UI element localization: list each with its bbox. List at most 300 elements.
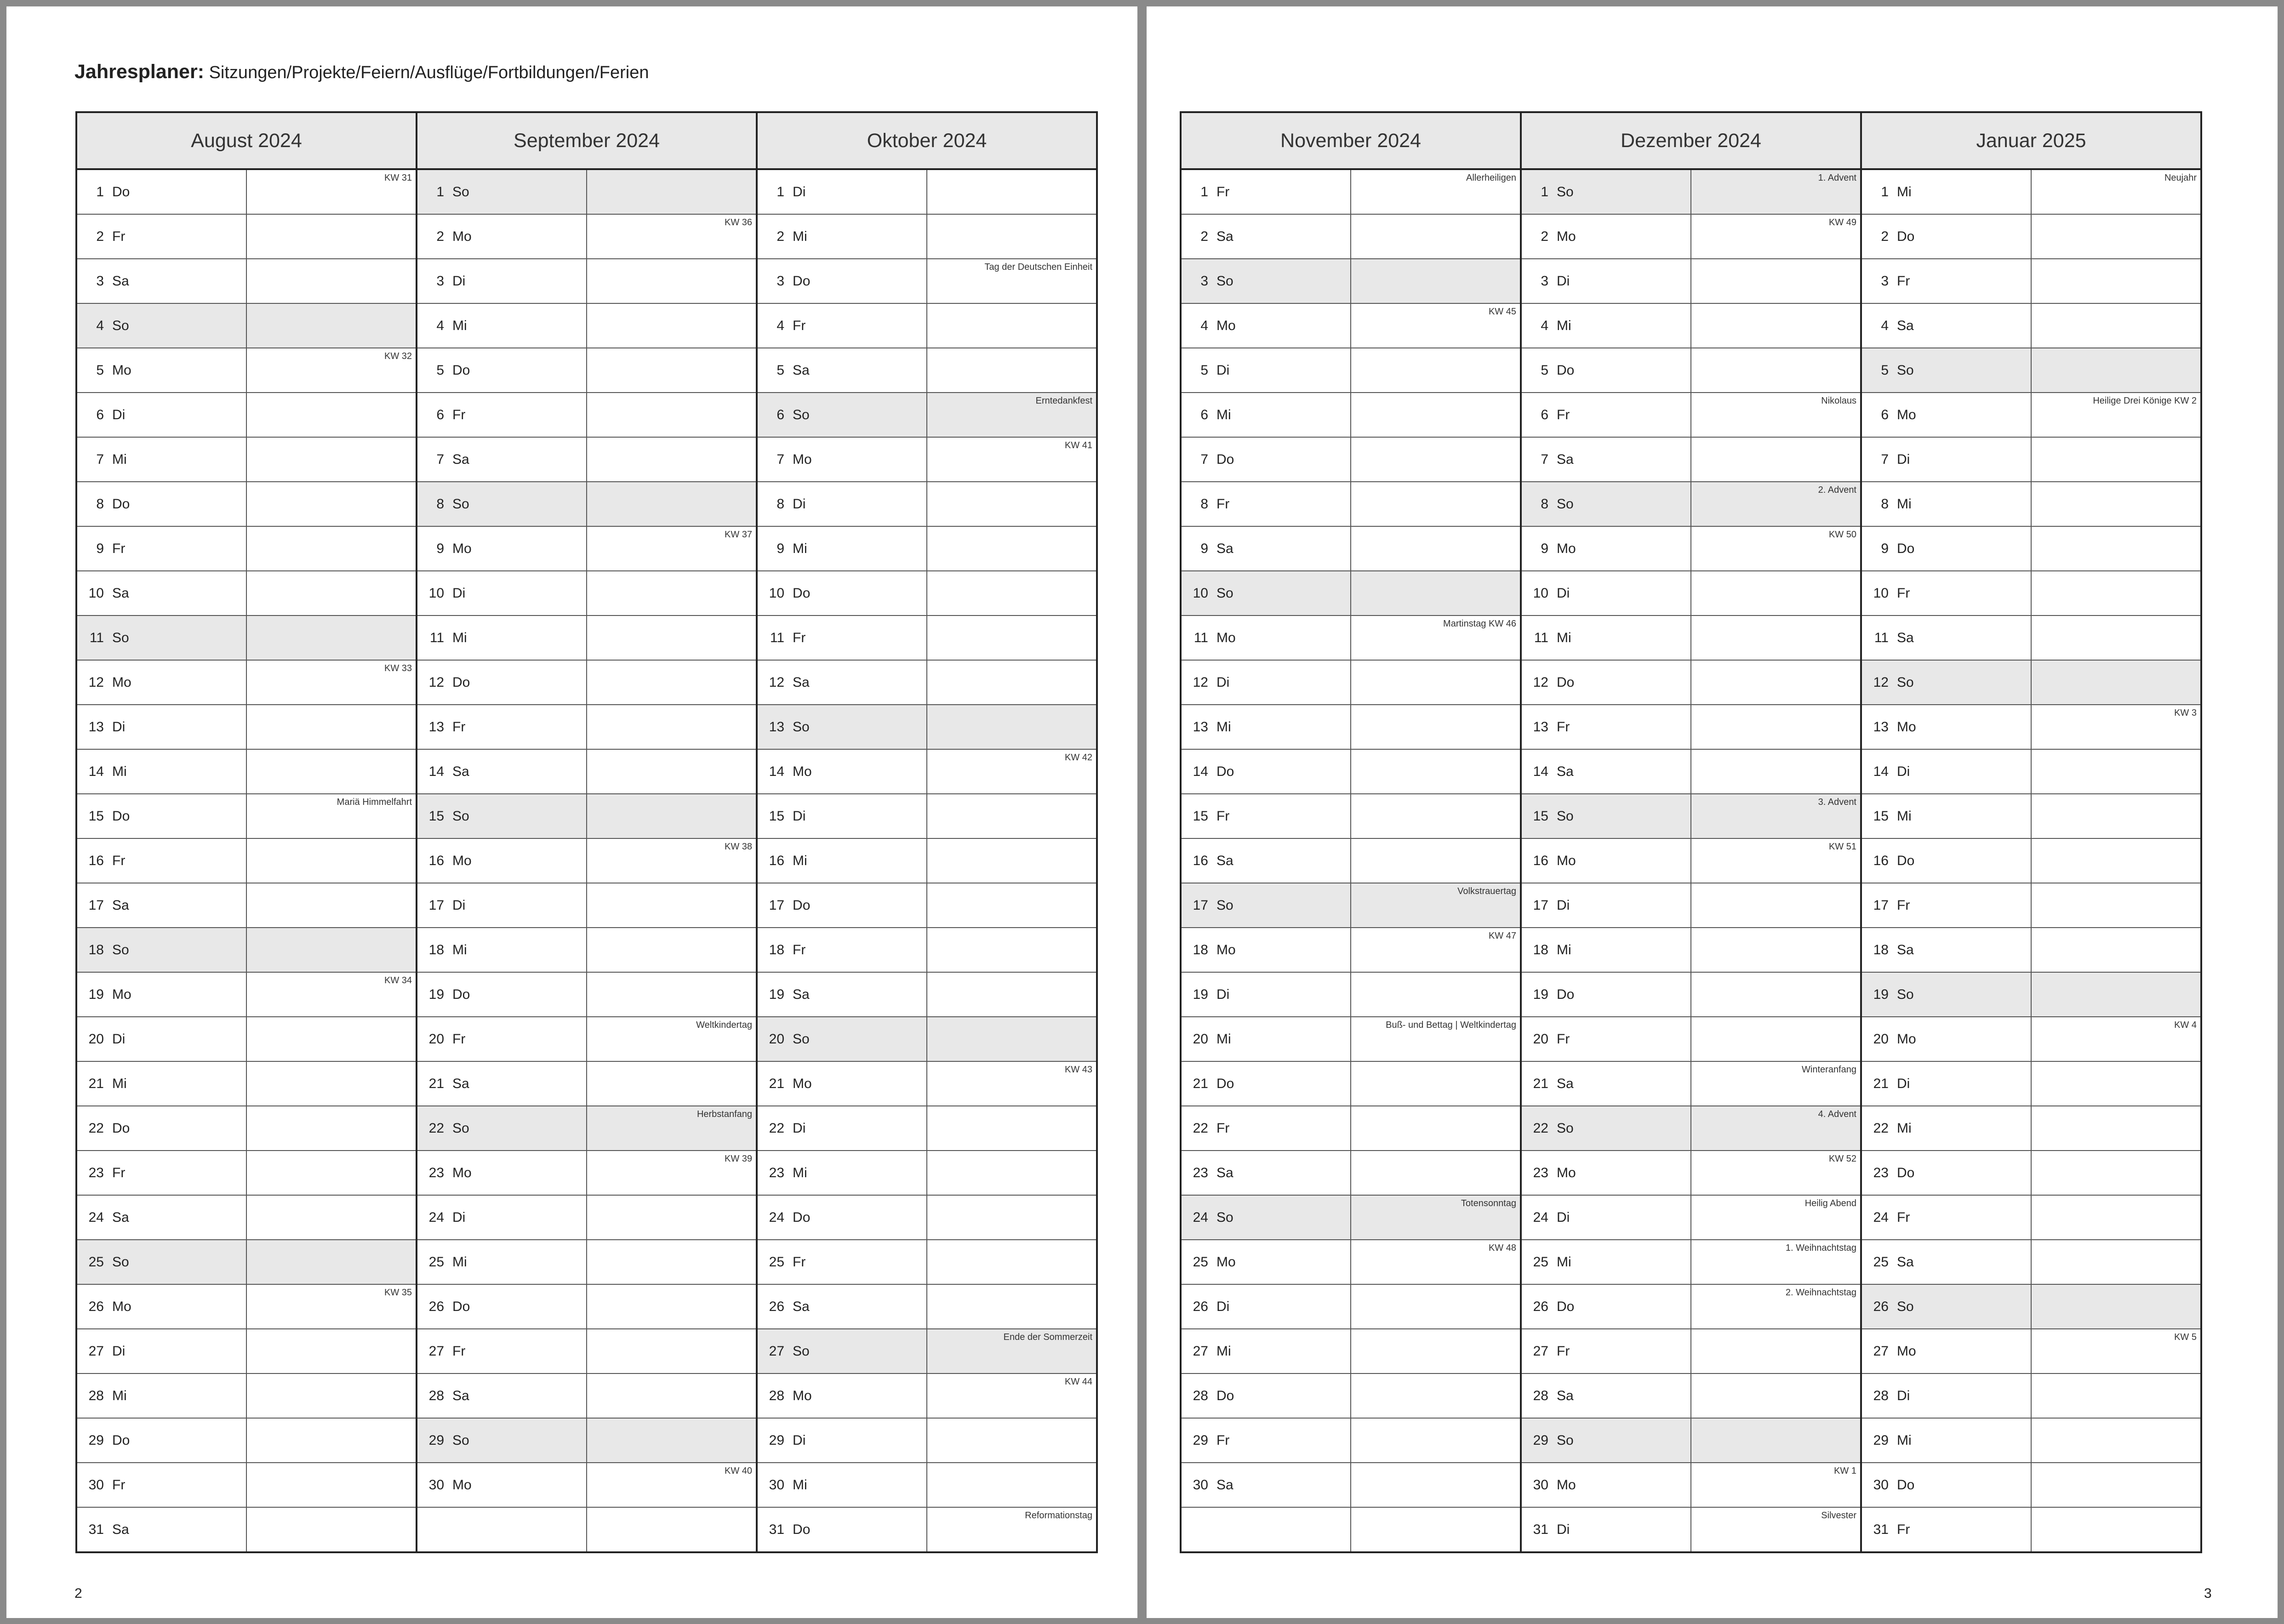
note-cell[interactable] — [587, 838, 757, 883]
weekday-label: Mo — [1557, 853, 1576, 868]
weekday-label: Mo — [1897, 719, 1916, 735]
note-cell[interactable] — [246, 393, 417, 437]
note-cell[interactable] — [927, 1017, 1097, 1061]
day-cell — [417, 1240, 587, 1284]
note-cell[interactable] — [2031, 883, 2201, 928]
note-cell[interactable] — [587, 571, 757, 615]
note-cell[interactable] — [246, 526, 417, 571]
note-cell[interactable] — [246, 660, 417, 705]
note-cell[interactable] — [2031, 1329, 2201, 1373]
day-number: 14 — [1873, 764, 1889, 779]
note-cell[interactable] — [587, 1373, 757, 1418]
weekday-label: Mo — [1557, 228, 1576, 244]
day-cell — [1521, 214, 1691, 259]
note-cell[interactable] — [1351, 303, 1521, 348]
day-cell — [757, 838, 927, 883]
note-cell[interactable] — [1351, 1463, 1521, 1507]
note-cell[interactable] — [1691, 259, 1861, 303]
note-cell[interactable] — [1351, 1284, 1521, 1329]
note-cell[interactable] — [587, 1195, 757, 1240]
note-cell[interactable] — [1691, 660, 1861, 705]
note-cell[interactable] — [587, 259, 757, 303]
day-number: 28 — [1873, 1388, 1889, 1403]
day-cell — [76, 1151, 246, 1195]
note-cell[interactable] — [1351, 794, 1521, 838]
weekday-label: Sa — [1216, 853, 1233, 868]
day-number: 6 — [96, 407, 104, 422]
day-cell — [1861, 482, 2031, 526]
note-cell[interactable] — [2031, 1151, 2201, 1195]
note-cell[interactable] — [1691, 1284, 1861, 1329]
note-cell[interactable] — [2031, 749, 2201, 794]
day-number: 3 — [777, 273, 785, 289]
note-cell[interactable] — [1691, 571, 1861, 615]
weekday-label: Mi — [112, 1388, 127, 1403]
day-row — [76, 393, 1097, 437]
weekday-label: Fr — [1897, 1209, 1910, 1225]
day-cell — [757, 1507, 927, 1552]
note-cell[interactable] — [587, 214, 757, 259]
weekday-label: Mi — [452, 318, 467, 333]
note-cell[interactable] — [1351, 928, 1521, 972]
note-cell[interactable] — [927, 437, 1097, 482]
day-cell — [1861, 928, 2031, 972]
day-cell — [1861, 660, 2031, 705]
note-cell[interactable] — [246, 749, 417, 794]
note-cell[interactable] — [587, 303, 757, 348]
annotation: KW 35 — [384, 1288, 412, 1298]
annotation: KW 32 — [384, 351, 412, 361]
weekday-label: So — [793, 719, 810, 735]
note-cell[interactable] — [246, 1463, 417, 1507]
note-cell[interactable] — [246, 705, 417, 749]
note-cell[interactable] — [246, 794, 417, 838]
note-cell[interactable] — [1691, 794, 1861, 838]
note-cell[interactable] — [927, 615, 1097, 660]
note-cell[interactable] — [1351, 1061, 1521, 1106]
day-cell — [76, 437, 246, 482]
note-cell[interactable] — [927, 749, 1097, 794]
note-cell[interactable] — [1351, 838, 1521, 883]
day-number: 30 — [769, 1477, 785, 1493]
note-cell[interactable] — [1691, 972, 1861, 1017]
day-number: 31 — [88, 1521, 104, 1537]
note-cell[interactable] — [927, 1284, 1097, 1329]
day-cell — [76, 1507, 246, 1552]
weekday-label: Mi — [1216, 407, 1231, 422]
note-cell[interactable] — [587, 749, 757, 794]
note-cell[interactable] — [587, 972, 757, 1017]
note-cell[interactable] — [2031, 259, 2201, 303]
note-cell[interactable] — [587, 169, 757, 214]
weekday-label: Sa — [1897, 1254, 1914, 1270]
note-cell[interactable] — [246, 1418, 417, 1463]
note-cell[interactable] — [927, 303, 1097, 348]
note-cell[interactable] — [1691, 749, 1861, 794]
day-cell — [76, 749, 246, 794]
note-cell[interactable] — [1691, 1195, 1861, 1240]
day-number: 26 — [1873, 1299, 1889, 1314]
day-cell — [1181, 526, 1351, 571]
weekday-label: Sa — [112, 585, 129, 601]
note-cell[interactable] — [1351, 571, 1521, 615]
weekday-label: Di — [452, 585, 466, 601]
note-cell[interactable] — [587, 615, 757, 660]
day-number: 24 — [769, 1209, 785, 1225]
note-cell[interactable] — [1351, 214, 1521, 259]
note-cell[interactable] — [2031, 615, 2201, 660]
note-cell[interactable] — [927, 1151, 1097, 1195]
note-cell[interactable] — [1691, 348, 1861, 393]
note-cell[interactable] — [2031, 1017, 2201, 1061]
note-cell[interactable] — [246, 169, 417, 214]
weekday-label: Mo — [1216, 1254, 1236, 1270]
day-cell — [1181, 1463, 1351, 1507]
day-cell — [417, 259, 587, 303]
weekday-label: Sa — [1557, 1388, 1574, 1403]
month-header: August 2024 — [76, 112, 417, 169]
note-cell[interactable] — [2031, 1106, 2201, 1151]
note-cell[interactable] — [587, 1507, 757, 1552]
note-cell[interactable] — [2031, 838, 2201, 883]
note-cell[interactable] — [927, 705, 1097, 749]
note-cell[interactable] — [1351, 615, 1521, 660]
note-cell[interactable] — [1351, 393, 1521, 437]
note-cell[interactable] — [927, 393, 1097, 437]
note-cell[interactable] — [2031, 169, 2201, 214]
note-cell[interactable] — [587, 1017, 757, 1061]
note-cell[interactable] — [246, 1061, 417, 1106]
note-cell[interactable] — [587, 1329, 757, 1373]
annotation: KW 51 — [1828, 842, 1856, 852]
note-cell[interactable] — [1691, 1463, 1861, 1507]
note-cell[interactable] — [927, 883, 1097, 928]
note-cell[interactable] — [1351, 660, 1521, 705]
weekday-label: Sa — [452, 451, 469, 467]
weekday-label: Sa — [1216, 541, 1233, 556]
note-cell[interactable] — [2031, 482, 2201, 526]
note-cell[interactable] — [1351, 526, 1521, 571]
note-cell[interactable] — [2031, 571, 2201, 615]
note-cell[interactable] — [2031, 1240, 2201, 1284]
day-number: 16 — [769, 853, 785, 868]
note-cell[interactable] — [587, 526, 757, 571]
note-cell[interactable] — [927, 838, 1097, 883]
note-cell[interactable] — [2031, 794, 2201, 838]
note-cell[interactable] — [1691, 705, 1861, 749]
note-cell[interactable] — [1351, 1195, 1521, 1240]
day-cell — [417, 660, 587, 705]
note-cell[interactable] — [927, 1329, 1097, 1373]
weekday-label: So — [793, 1343, 810, 1359]
weekday-label: So — [1557, 184, 1574, 199]
note-cell[interactable] — [246, 1017, 417, 1061]
note-cell[interactable] — [1691, 838, 1861, 883]
note-cell[interactable] — [927, 169, 1097, 214]
note-cell[interactable] — [1351, 705, 1521, 749]
day-row — [1181, 972, 2201, 1017]
note-cell[interactable] — [587, 660, 757, 705]
weekday-label: Do — [112, 184, 130, 199]
note-cell[interactable] — [927, 1195, 1097, 1240]
note-cell[interactable] — [246, 1106, 417, 1151]
day-cell — [76, 972, 246, 1017]
note-cell[interactable] — [1351, 437, 1521, 482]
note-cell[interactable] — [927, 972, 1097, 1017]
day-cell — [417, 883, 587, 928]
note-cell[interactable] — [246, 1329, 417, 1373]
day-number: 25 — [428, 1254, 445, 1270]
note-cell[interactable] — [246, 1373, 417, 1418]
weekday-label: Di — [452, 1209, 466, 1225]
note-cell[interactable] — [2031, 705, 2201, 749]
note-cell[interactable] — [927, 526, 1097, 571]
day-cell — [417, 348, 587, 393]
note-cell[interactable] — [587, 393, 757, 437]
note-cell[interactable] — [1351, 1418, 1521, 1463]
note-cell[interactable] — [246, 571, 417, 615]
note-cell[interactable] — [246, 303, 417, 348]
note-cell[interactable] — [2031, 1195, 2201, 1240]
note-cell[interactable] — [246, 1284, 417, 1329]
day-number: 18 — [428, 942, 445, 957]
note-cell[interactable] — [587, 1284, 757, 1329]
weekday-label: Mi — [793, 853, 807, 868]
note-cell[interactable] — [587, 794, 757, 838]
note-cell[interactable] — [927, 348, 1097, 393]
note-cell[interactable] — [1351, 1017, 1521, 1061]
title-label: Jahresplaner: — [74, 61, 205, 83]
note-cell[interactable] — [246, 972, 417, 1017]
note-cell[interactable] — [2031, 1284, 2201, 1329]
day-cell — [1861, 1373, 2031, 1418]
note-cell[interactable] — [246, 1507, 417, 1552]
note-cell[interactable] — [1691, 1240, 1861, 1284]
note-cell[interactable] — [927, 660, 1097, 705]
day-row — [1181, 1373, 2201, 1418]
note-cell[interactable] — [1691, 169, 1861, 214]
day-number: 2 — [436, 228, 445, 244]
note-cell[interactable] — [2031, 1061, 2201, 1106]
day-row — [76, 1284, 1097, 1329]
month-header: November 2024 — [1181, 112, 1521, 169]
day-number: 27 — [1873, 1343, 1889, 1359]
note-cell[interactable] — [2031, 1463, 2201, 1507]
note-cell[interactable] — [246, 259, 417, 303]
note-cell[interactable] — [246, 838, 417, 883]
note-cell[interactable] — [2031, 526, 2201, 571]
note-cell[interactable] — [1351, 1373, 1521, 1418]
note-cell[interactable] — [2031, 303, 2201, 348]
day-cell — [1521, 749, 1691, 794]
note-cell[interactable] — [1351, 1329, 1521, 1373]
weekday-label: So — [1897, 674, 1914, 690]
day-number: 9 — [777, 541, 785, 556]
day-cell — [757, 393, 927, 437]
annotation: Reformationstag — [1025, 1510, 1093, 1521]
note-cell[interactable] — [587, 1418, 757, 1463]
annotation: Winteranfang — [1802, 1065, 1856, 1075]
note-cell[interactable] — [927, 1240, 1097, 1284]
note-cell[interactable] — [927, 928, 1097, 972]
note-cell[interactable] — [1351, 883, 1521, 928]
note-cell[interactable] — [1691, 883, 1861, 928]
day-number: 30 — [1873, 1477, 1889, 1493]
note-cell[interactable] — [587, 482, 757, 526]
note-cell[interactable] — [587, 1151, 757, 1195]
weekday-label: Mo — [452, 853, 472, 868]
weekday-label: Do — [452, 362, 470, 378]
note-cell[interactable] — [1691, 1507, 1861, 1552]
day-number: 13 — [88, 719, 104, 735]
note-cell[interactable] — [1351, 348, 1521, 393]
day-number: 2 — [96, 228, 104, 244]
note-cell[interactable] — [1351, 482, 1521, 526]
note-cell[interactable] — [246, 883, 417, 928]
note-cell[interactable] — [246, 1195, 417, 1240]
note-cell[interactable] — [246, 348, 417, 393]
day-cell — [1181, 437, 1351, 482]
note-cell[interactable] — [2031, 437, 2201, 482]
note-cell[interactable] — [1691, 526, 1861, 571]
annotation: KW 49 — [1828, 217, 1856, 228]
note-cell[interactable] — [246, 1240, 417, 1284]
note-cell[interactable] — [246, 1151, 417, 1195]
day-number: 19 — [1533, 986, 1548, 1002]
note-cell[interactable] — [587, 1463, 757, 1507]
day-number: 16 — [1533, 853, 1548, 868]
annotation: KW 43 — [1065, 1065, 1093, 1075]
weekday-label: Mi — [112, 451, 127, 467]
note-cell[interactable] — [927, 259, 1097, 303]
note-cell[interactable] — [587, 1061, 757, 1106]
note-cell[interactable] — [587, 883, 757, 928]
note-cell[interactable] — [927, 214, 1097, 259]
note-cell[interactable] — [1691, 1329, 1861, 1373]
note-cell[interactable] — [246, 928, 417, 972]
note-cell[interactable] — [1691, 1418, 1861, 1463]
note-cell[interactable] — [587, 1106, 757, 1151]
note-cell[interactable] — [2031, 660, 2201, 705]
note-cell[interactable] — [587, 928, 757, 972]
weekday-label: Mo — [112, 1299, 131, 1314]
day-number: 12 — [1533, 674, 1548, 690]
note-cell[interactable] — [2031, 1418, 2201, 1463]
annotation: KW 36 — [725, 217, 753, 228]
note-cell[interactable] — [1351, 169, 1521, 214]
note-cell[interactable] — [1351, 972, 1521, 1017]
note-cell[interactable] — [1691, 1061, 1861, 1106]
day-number: 12 — [428, 674, 445, 690]
note-cell[interactable] — [1691, 1017, 1861, 1061]
day-number: 13 — [769, 719, 785, 735]
note-cell[interactable] — [927, 1463, 1097, 1507]
day-cell — [757, 526, 927, 571]
day-number: 11 — [89, 630, 104, 645]
note-cell[interactable] — [1351, 1240, 1521, 1284]
note-cell[interactable] — [2031, 1373, 2201, 1418]
day-cell — [1181, 393, 1351, 437]
weekday-label: Do — [793, 1521, 811, 1537]
note-cell[interactable] — [1351, 1507, 1521, 1552]
weekday-label: Mo — [452, 1165, 472, 1180]
note-cell[interactable] — [587, 1240, 757, 1284]
weekday-label: Do — [112, 1432, 130, 1448]
note-cell[interactable] — [1351, 259, 1521, 303]
note-cell[interactable] — [1691, 928, 1861, 972]
note-cell[interactable] — [927, 1061, 1097, 1106]
note-cell[interactable] — [1691, 393, 1861, 437]
day-row — [1181, 482, 2201, 526]
weekday-label: Sa — [793, 1299, 810, 1314]
note-cell[interactable] — [1691, 437, 1861, 482]
annotation: Totensonntag — [1461, 1198, 1516, 1208]
note-cell[interactable] — [1691, 214, 1861, 259]
note-cell[interactable] — [587, 437, 757, 482]
note-cell[interactable] — [2031, 348, 2201, 393]
note-cell[interactable] — [927, 1507, 1097, 1552]
note-cell[interactable] — [1691, 615, 1861, 660]
day-cell — [1521, 1195, 1691, 1240]
day-number: 8 — [777, 496, 785, 512]
note-cell[interactable] — [246, 615, 417, 660]
day-number: 22 — [1193, 1120, 1208, 1136]
day-number: 28 — [428, 1388, 445, 1403]
day-cell — [417, 794, 587, 838]
note-cell[interactable] — [1691, 1106, 1861, 1151]
note-cell[interactable] — [1691, 1373, 1861, 1418]
note-cell[interactable] — [246, 214, 417, 259]
note-cell[interactable] — [927, 1373, 1097, 1418]
note-cell[interactable] — [1351, 1151, 1521, 1195]
note-cell[interactable] — [1691, 482, 1861, 526]
note-cell[interactable] — [587, 348, 757, 393]
note-cell[interactable] — [927, 1418, 1097, 1463]
day-cell — [1521, 1329, 1691, 1373]
right-page — [1147, 6, 2278, 1618]
note-cell[interactable] — [2031, 214, 2201, 259]
note-cell[interactable] — [2031, 393, 2201, 437]
day-number: 18 — [769, 942, 785, 957]
note-cell[interactable] — [927, 482, 1097, 526]
weekday-label: So — [1216, 897, 1233, 913]
day-cell — [417, 1061, 587, 1106]
day-cell — [76, 482, 246, 526]
note-cell[interactable] — [2031, 972, 2201, 1017]
note-cell[interactable] — [927, 794, 1097, 838]
day-cell — [1181, 1017, 1351, 1061]
weekday-label: So — [452, 184, 469, 199]
note-cell[interactable] — [1691, 303, 1861, 348]
weekday-label: Fr — [1897, 585, 1910, 601]
note-cell[interactable] — [1351, 1106, 1521, 1151]
note-cell[interactable] — [587, 705, 757, 749]
day-number: 22 — [1533, 1120, 1548, 1136]
day-cell — [1181, 1151, 1351, 1195]
day-number: 20 — [1193, 1031, 1208, 1047]
note-cell[interactable] — [246, 437, 417, 482]
day-number: 26 — [88, 1299, 104, 1314]
day-cell — [1521, 1061, 1691, 1106]
note-cell[interactable] — [927, 1106, 1097, 1151]
note-cell[interactable] — [1691, 1151, 1861, 1195]
note-cell[interactable] — [2031, 1507, 2201, 1552]
weekday-label: Sa — [793, 362, 810, 378]
note-cell[interactable] — [2031, 928, 2201, 972]
note-cell[interactable] — [927, 571, 1097, 615]
note-cell[interactable] — [246, 482, 417, 526]
note-cell[interactable] — [1351, 749, 1521, 794]
